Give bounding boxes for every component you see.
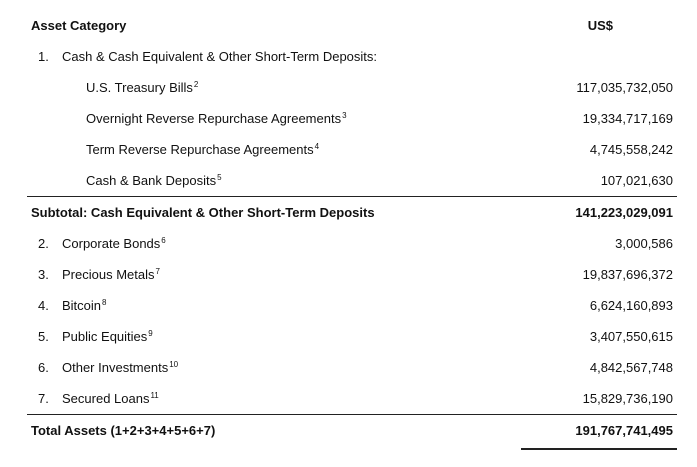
category-text: Bitcoin — [62, 298, 102, 313]
table-row — [27, 165, 677, 196]
assets-table — [27, 10, 677, 446]
table-row — [27, 134, 677, 165]
table-row — [27, 259, 677, 290]
category-label — [38, 391, 159, 406]
subtotal-label: Subtotal: Cash Equivalent & Other Short-Term Deposits — [31, 205, 375, 220]
table-header — [27, 10, 677, 41]
row-number: 5. — [38, 329, 49, 344]
category-value: 3,407,550,615 — [589, 329, 673, 344]
total-underline — [521, 448, 677, 450]
row-number: 4. — [38, 298, 49, 313]
item-label — [86, 173, 222, 188]
currency-header: US$ — [587, 18, 613, 33]
footnote-marker: 6 — [161, 236, 166, 245]
footnote-marker: 4 — [314, 142, 320, 151]
category-label — [38, 298, 106, 313]
footnote-marker: 10 — [169, 360, 179, 369]
item-value: 4,745,558,242 — [589, 142, 673, 157]
row-number: 7. — [38, 391, 49, 406]
item-text: Term Reverse Repurchase Agreements — [86, 142, 314, 157]
footnote-marker: 5 — [217, 173, 222, 182]
section-1-title: Cash & Cash Equivalent & Other Short-Term Deposits: — [62, 49, 378, 64]
section-1-heading — [27, 41, 677, 72]
item-value: 117,035,732,050 — [576, 80, 673, 95]
category-text: Corporate Bonds — [62, 236, 161, 251]
category-value: 6,624,160,893 — [589, 298, 673, 313]
footnote-marker: 7 — [155, 267, 160, 276]
item-text: Overnight Reverse Repurchase Agreements — [86, 111, 342, 126]
row-number: 6. — [38, 360, 49, 375]
table-row — [27, 321, 677, 352]
table-row — [27, 72, 677, 103]
item-label — [86, 142, 319, 157]
category-text: Public Equities — [62, 329, 148, 344]
item-value: 19,334,717,169 — [582, 111, 673, 126]
category-value: 19,837,696,372 — [582, 267, 673, 282]
category-label — [38, 360, 178, 375]
category-label — [38, 267, 160, 282]
item-label — [86, 80, 198, 95]
category-text: Precious Metals — [62, 267, 155, 282]
table-row — [27, 290, 677, 321]
table-row — [27, 103, 677, 134]
item-text: U.S. Treasury Bills — [86, 80, 193, 95]
row-number: 2. — [38, 236, 49, 251]
total-row — [27, 414, 677, 446]
category-value: 3,000,586 — [615, 236, 673, 251]
asset-category-header: Asset Category — [31, 18, 127, 33]
table-row — [27, 228, 677, 259]
category-value: 4,842,567,748 — [589, 360, 673, 375]
category-label — [38, 236, 166, 251]
category-text: Other Investments — [62, 360, 169, 375]
item-label — [86, 111, 347, 126]
total-value: 191,767,741,495 — [575, 423, 673, 438]
footnote-marker: 11 — [150, 391, 159, 400]
subtotal-value: 141,223,029,091 — [575, 205, 673, 220]
category-text: Secured Loans — [62, 391, 150, 406]
footnote-marker: 8 — [102, 298, 107, 307]
footnote-marker: 2 — [193, 80, 199, 89]
item-value: 107,021,630 — [600, 173, 673, 188]
total-label: Total Assets (1+2+3+4+5+6+7) — [31, 423, 216, 438]
subtotal-row — [27, 196, 677, 228]
footnote-marker: 3 — [342, 111, 347, 120]
category-label — [38, 329, 153, 344]
footnote-marker: 9 — [148, 329, 153, 338]
table-row — [27, 383, 677, 414]
table-row — [27, 352, 677, 383]
item-text: Cash & Bank Deposits — [86, 173, 217, 188]
section-1-label — [38, 49, 377, 64]
category-value: 15,829,736,190 — [582, 391, 673, 406]
row-number: 1. — [38, 49, 49, 64]
row-number: 3. — [38, 267, 49, 282]
